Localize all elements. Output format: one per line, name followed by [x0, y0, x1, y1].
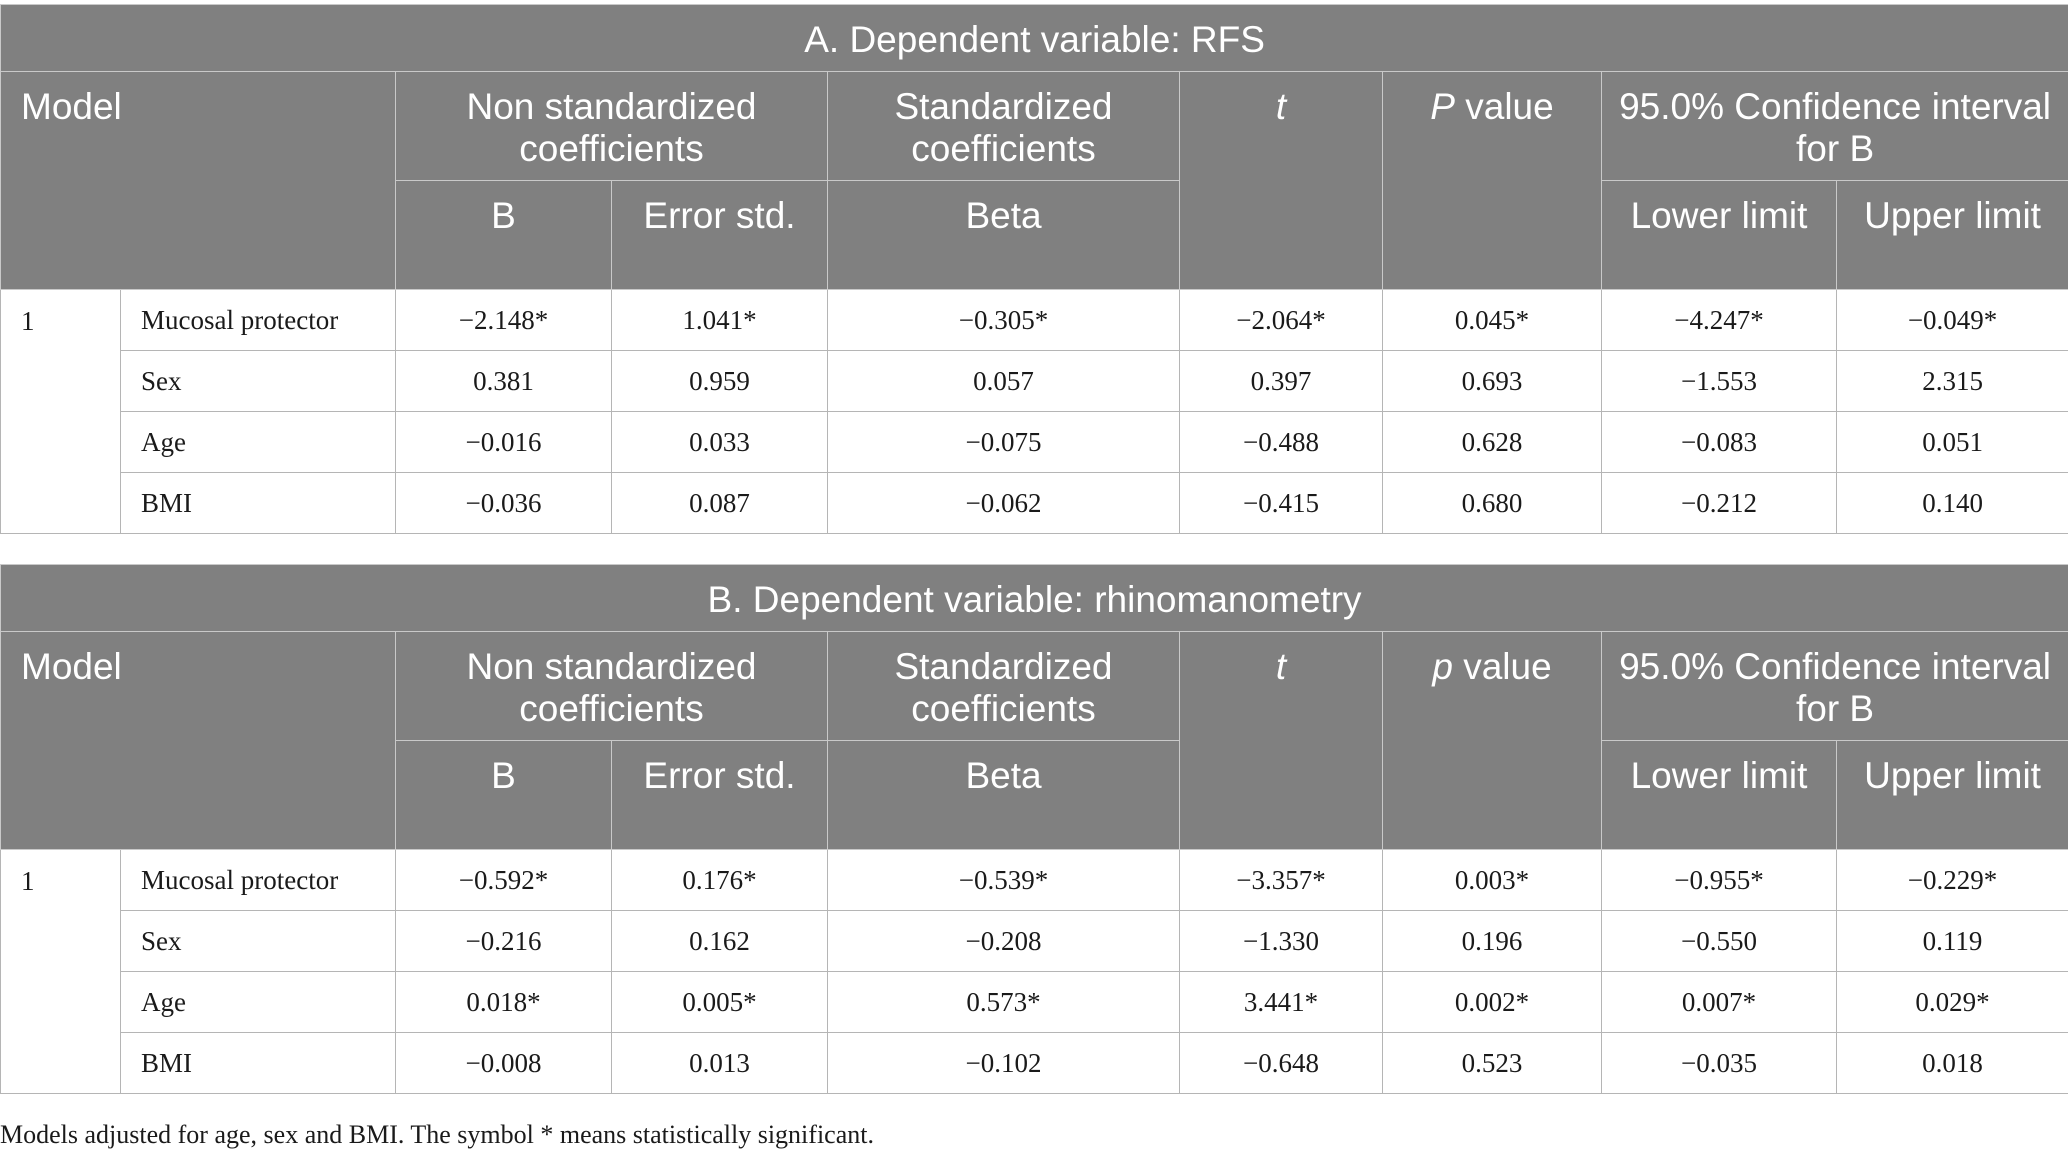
cell-err: 1.041* — [612, 290, 828, 351]
header-std: Standardized coefficients — [828, 632, 1180, 741]
cell-lower: −4.247* — [1602, 290, 1837, 351]
variable-name: BMI — [121, 473, 396, 534]
cell-upper: 2.315 — [1837, 351, 2068, 412]
cell-upper: 0.018 — [1837, 1033, 2068, 1094]
header-t: t — [1180, 632, 1383, 850]
cell-lower: −0.035 — [1602, 1033, 1837, 1094]
cell-b: 0.381 — [396, 351, 612, 412]
cell-b: −0.008 — [396, 1033, 612, 1094]
cell-b: −0.216 — [396, 911, 612, 972]
cell-beta: −0.062 — [828, 473, 1180, 534]
tables-container — [0, 4, 2068, 1094]
cell-t: −1.330 — [1180, 911, 1383, 972]
cell-err: 0.013 — [612, 1033, 828, 1094]
cell-lower: −0.955* — [1602, 850, 1837, 911]
cell-t: 3.441* — [1180, 972, 1383, 1033]
header-std: Standardized coefficients — [828, 72, 1180, 181]
cell-err: 0.162 — [612, 911, 828, 972]
cell-beta: 0.057 — [828, 351, 1180, 412]
cell-beta: −0.305* — [828, 290, 1180, 351]
cell-lower: −1.553 — [1602, 351, 1837, 412]
cell-p: 0.628 — [1383, 412, 1602, 473]
cell-err: 0.033 — [612, 412, 828, 473]
header-model: Model — [1, 72, 396, 290]
header-beta: Beta — [828, 181, 1180, 290]
header-err: Error std. — [612, 181, 828, 290]
cell-upper: 0.140 — [1837, 473, 2068, 534]
cell-b: −0.592* — [396, 850, 612, 911]
header-b: B — [396, 181, 612, 290]
cell-b: −0.036 — [396, 473, 612, 534]
cell-upper: 0.119 — [1837, 911, 2068, 972]
cell-lower: −0.550 — [1602, 911, 1837, 972]
variable-name: Mucosal protector — [121, 290, 396, 351]
header-t: t — [1180, 72, 1383, 290]
cell-t: −0.415 — [1180, 473, 1383, 534]
variable-name: Sex — [121, 911, 396, 972]
variable-name: Mucosal protector — [121, 850, 396, 911]
variable-name: Sex — [121, 351, 396, 412]
table-title: A. Dependent variable: RFS — [1, 5, 2068, 72]
variable-name: BMI — [121, 1033, 396, 1094]
table-row — [1, 473, 2068, 534]
cell-p: 0.680 — [1383, 473, 1602, 534]
regression-table-a — [0, 4, 2068, 534]
cell-t: −0.648 — [1180, 1033, 1383, 1094]
cell-err: 0.959 — [612, 351, 828, 412]
header-nonstd: Non standardized coefficients — [396, 72, 828, 181]
cell-p: 0.693 — [1383, 351, 1602, 412]
table-footnote: Models adjusted for age, sex and BMI. The symbol * means statistically significant. — [0, 1120, 874, 1149]
header-lower: Lower limit — [1602, 741, 1837, 850]
table-row — [1, 412, 2068, 473]
cell-beta: −0.539* — [828, 850, 1180, 911]
cell-p: 0.196 — [1383, 911, 1602, 972]
table-row — [1, 911, 2068, 972]
table-row — [1, 1033, 2068, 1094]
header-beta: Beta — [828, 741, 1180, 850]
header-model: Model — [1, 632, 396, 850]
cell-beta: −0.102 — [828, 1033, 1180, 1094]
cell-err: 0.176* — [612, 850, 828, 911]
cell-err: 0.087 — [612, 473, 828, 534]
cell-b: 0.018* — [396, 972, 612, 1033]
cell-beta: 0.573* — [828, 972, 1180, 1033]
header-upper: Upper limit — [1837, 181, 2068, 290]
header-p-value: p value — [1383, 632, 1602, 850]
cell-lower: 0.007* — [1602, 972, 1837, 1033]
cell-t: 0.397 — [1180, 351, 1383, 412]
variable-name: Age — [121, 972, 396, 1033]
table-row — [1, 290, 2068, 351]
cell-lower: −0.212 — [1602, 473, 1837, 534]
cell-b: −0.016 — [396, 412, 612, 473]
cell-p: 0.523 — [1383, 1033, 1602, 1094]
cell-t: −0.488 — [1180, 412, 1383, 473]
cell-p: 0.045* — [1383, 290, 1602, 351]
header-ci: 95.0% Confidence interval for B — [1602, 632, 2068, 741]
regression-table-b — [0, 564, 2068, 1094]
cell-p: 0.003* — [1383, 850, 1602, 911]
cell-p: 0.002* — [1383, 972, 1602, 1033]
variable-name: Age — [121, 412, 396, 473]
table-row — [1, 850, 2068, 911]
cell-upper: 0.051 — [1837, 412, 2068, 473]
header-lower: Lower limit — [1602, 181, 1837, 290]
header-err: Error std. — [612, 741, 828, 850]
cell-beta: −0.075 — [828, 412, 1180, 473]
model-number: 1 — [1, 290, 121, 534]
header-b: B — [396, 741, 612, 850]
header-p-value: P value — [1383, 72, 1602, 290]
cell-upper: −0.049* — [1837, 290, 2068, 351]
header-ci: 95.0% Confidence interval for B — [1602, 72, 2068, 181]
cell-t: −3.357* — [1180, 850, 1383, 911]
header-upper: Upper limit — [1837, 741, 2068, 850]
cell-lower: −0.083 — [1602, 412, 1837, 473]
table-row — [1, 972, 2068, 1033]
table-row — [1, 351, 2068, 412]
cell-upper: −0.229* — [1837, 850, 2068, 911]
header-nonstd: Non standardized coefficients — [396, 632, 828, 741]
cell-b: −2.148* — [396, 290, 612, 351]
cell-upper: 0.029* — [1837, 972, 2068, 1033]
table-title: B. Dependent variable: rhinomanometry — [1, 565, 2068, 632]
cell-beta: −0.208 — [828, 911, 1180, 972]
cell-err: 0.005* — [612, 972, 828, 1033]
model-number: 1 — [1, 850, 121, 1094]
cell-t: −2.064* — [1180, 290, 1383, 351]
